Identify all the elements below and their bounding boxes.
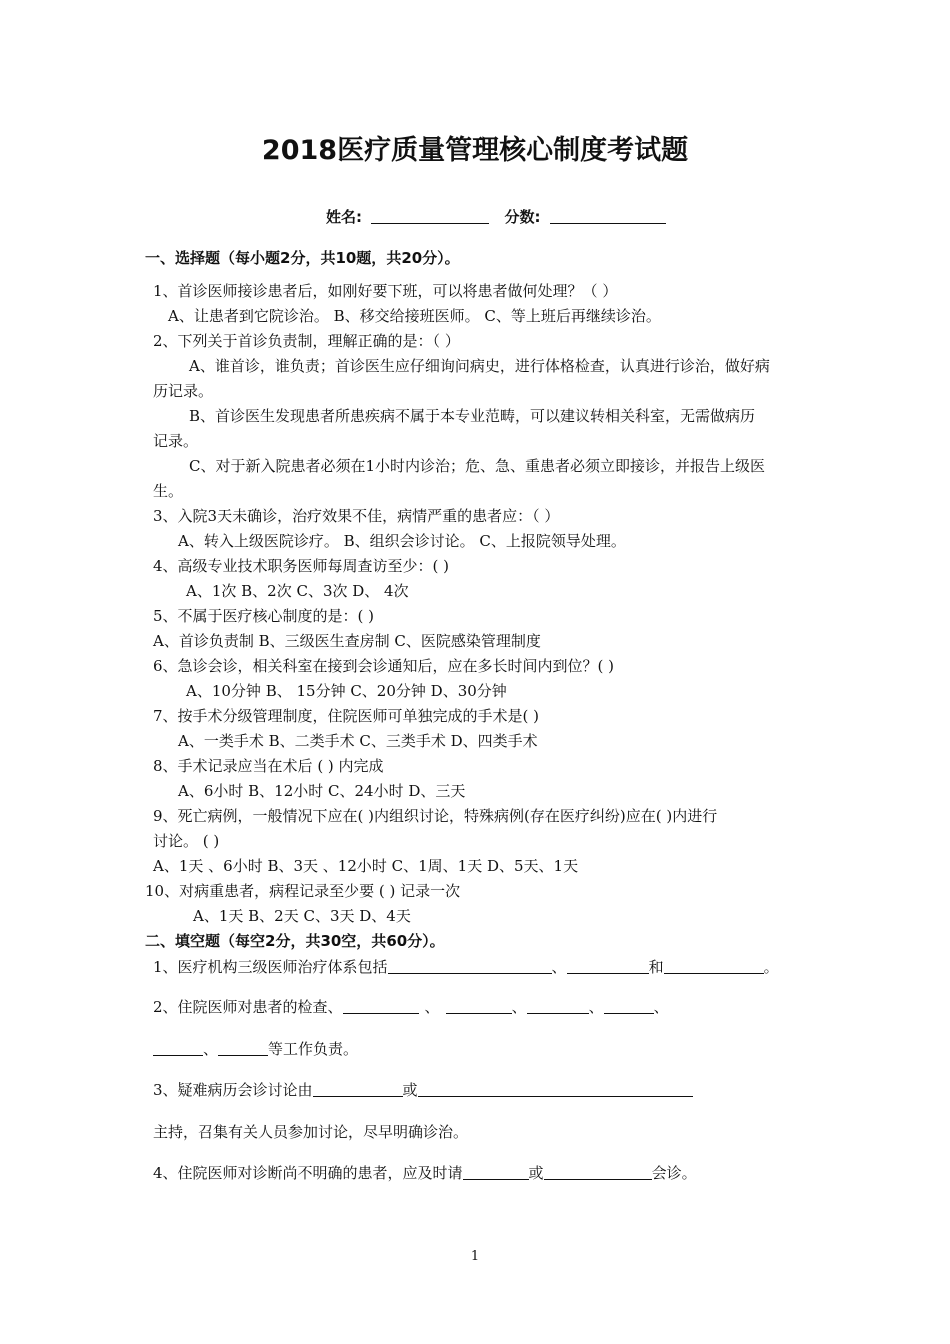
fill1-blank-3[interactable]	[664, 958, 764, 974]
fill2-sep-4: 、	[653, 998, 669, 1016]
fill1-end: 。	[763, 958, 779, 976]
section2-heading: 二、填空题（每空2分，共30空，共60分）。	[145, 932, 445, 950]
q10-stem: 10、对病重患者，病程记录至少要 ( ) 记录一次	[145, 882, 461, 900]
fill2-sep-5: 、	[203, 1040, 219, 1058]
fill2-sep-2: 、	[511, 998, 527, 1016]
fill4-sep: 或	[528, 1164, 544, 1182]
q9-stem-line2: 讨论。 ( )	[153, 832, 220, 850]
q6-options: A、10分钟 B、 15分钟 C、20分钟 D、30分钟	[186, 682, 507, 700]
q4-options: A、1次 B、2次 C、3次 D、 4次	[186, 582, 409, 600]
fill3-blank-2[interactable]	[418, 1081, 693, 1097]
q1-stem: 1、首诊医师接诊患者后，如刚好要下班，可以将患者做何处理？（ ）	[153, 282, 618, 300]
page-number: 1	[470, 1249, 480, 1264]
page-title: 2018医疗质量管理核心制度考试题	[261, 135, 689, 166]
q6-stem: 6、急诊会诊，相关科室在接到会诊通知后，应在多长时间内到位？( )	[153, 657, 615, 675]
fill1-sep-1: 、	[551, 958, 567, 976]
q5-options: A、首诊负责制 B、三级医生查房制 C、医院感染管理制度	[153, 632, 541, 650]
fill1-sep-2: 和	[648, 958, 664, 976]
fill-question-2-line2	[153, 1039, 358, 1059]
fill2-blank-4[interactable]	[604, 998, 654, 1014]
q5-stem: 5、不属于医疗核心制度的是：( )	[153, 607, 375, 625]
fill-question-1	[153, 957, 779, 977]
q2-option-c-line2: 生。	[153, 482, 184, 500]
fill3-sep: 或	[402, 1081, 418, 1099]
q7-stem: 7、按手术分级管理制度，住院医师可单独完成的手术是( )	[153, 707, 540, 725]
name-label: 姓名:	[326, 208, 362, 226]
q2-option-c-line1: C、对于新入院患者必须在1小时内诊治；危、急、重患者必须立即接诊，并报告上级医	[189, 457, 766, 475]
fill2-blank-6[interactable]	[218, 1040, 268, 1056]
q7-options: A、一类手术 B、二类手术 C、三类手术 D、四类手术	[178, 732, 538, 750]
fill-question-4	[153, 1163, 697, 1183]
q2-option-a-line2: 历记录。	[153, 382, 214, 400]
q2-option-b-line2: 记录。	[153, 432, 199, 450]
score-label: 分数:	[504, 208, 541, 226]
q2-stem: 2、下列关于首诊负责制，理解正确的是：（ ）	[153, 332, 460, 350]
q4-stem: 4、高级专业技术职务医师每周查访至少：( )	[153, 557, 450, 575]
score-blank[interactable]	[550, 208, 666, 224]
fill2-blank-5[interactable]	[153, 1040, 203, 1056]
q2-option-a-line1: A、谁首诊，谁负责；首诊医生应仔细询问病史，进行体格检查，认真进行诊治，做好病	[189, 357, 770, 375]
q3-options: A、转入上级医院诊疗。 B、组织会诊讨论。 C、上报院领导处理。	[178, 532, 626, 550]
q8-options: A、6小时 B、12小时 C、24小时 D、三天	[178, 782, 466, 800]
fill4-end: 会诊。	[651, 1164, 697, 1182]
fill4-text: 4、住院医师对诊断尚不明确的患者，应及时请	[153, 1164, 463, 1182]
fill1-text: 1、医疗机构三级医师治疗体系包括	[153, 958, 388, 976]
q9-options: A、1天 、6小时 B、3天 、12小时 C、1周、1天 D、5天、1天	[153, 857, 579, 875]
fill2-sep-1: 、	[424, 998, 440, 1016]
q3-stem: 3、入院3天未确诊，治疗效果不佳，病情严重的患者应：（ ）	[153, 507, 560, 525]
fill-question-2-line1	[153, 997, 669, 1017]
fill4-blank-2[interactable]	[544, 1164, 652, 1180]
section1-heading: 一、选择题（每小题2分，共10题，共20分）。	[145, 249, 460, 267]
fill3-text: 3、疑难病历会诊讨论由	[153, 1081, 313, 1099]
fill2-text: 2、住院医师对患者的检查、	[153, 998, 343, 1016]
fill-question-3-line1	[153, 1080, 693, 1100]
fill2-blank-2[interactable]	[446, 998, 512, 1014]
fill2-blank-3[interactable]	[527, 998, 589, 1014]
fill1-blank-1[interactable]	[388, 958, 552, 974]
q8-stem: 8、手术记录应当在术后 ( ) 内完成	[153, 757, 384, 775]
q9-stem-line1: 9、死亡病例，一般情况下应在( )内组织讨论，特殊病例(存在医疗纠纷)应在( )内进行	[153, 807, 718, 825]
fill2-blank-1[interactable]	[343, 998, 419, 1014]
q2-option-b-line1: B、首诊医生发现患者所患疾病不属于本专业范畴，可以建议转相关科室，无需做病历	[189, 407, 756, 425]
fill4-blank-1[interactable]	[463, 1164, 529, 1180]
name-score-line	[326, 207, 666, 227]
fill3-blank-1[interactable]	[313, 1081, 403, 1097]
name-blank[interactable]	[371, 208, 489, 224]
q1-options: A、让患者到它院诊治。 B、移交给接班医师。 C、等上班后再继续诊治。	[168, 307, 661, 325]
q10-options: A、1天 B、2天 C、3天 D、4天	[193, 907, 411, 925]
fill1-blank-2[interactable]	[567, 958, 649, 974]
fill2-sep-3: 、	[588, 998, 604, 1016]
fill2-end: 等工作负责。	[268, 1040, 359, 1058]
fill-question-3-line2: 主持，召集有关人员参加讨论，尽早明确诊治。	[153, 1123, 469, 1141]
